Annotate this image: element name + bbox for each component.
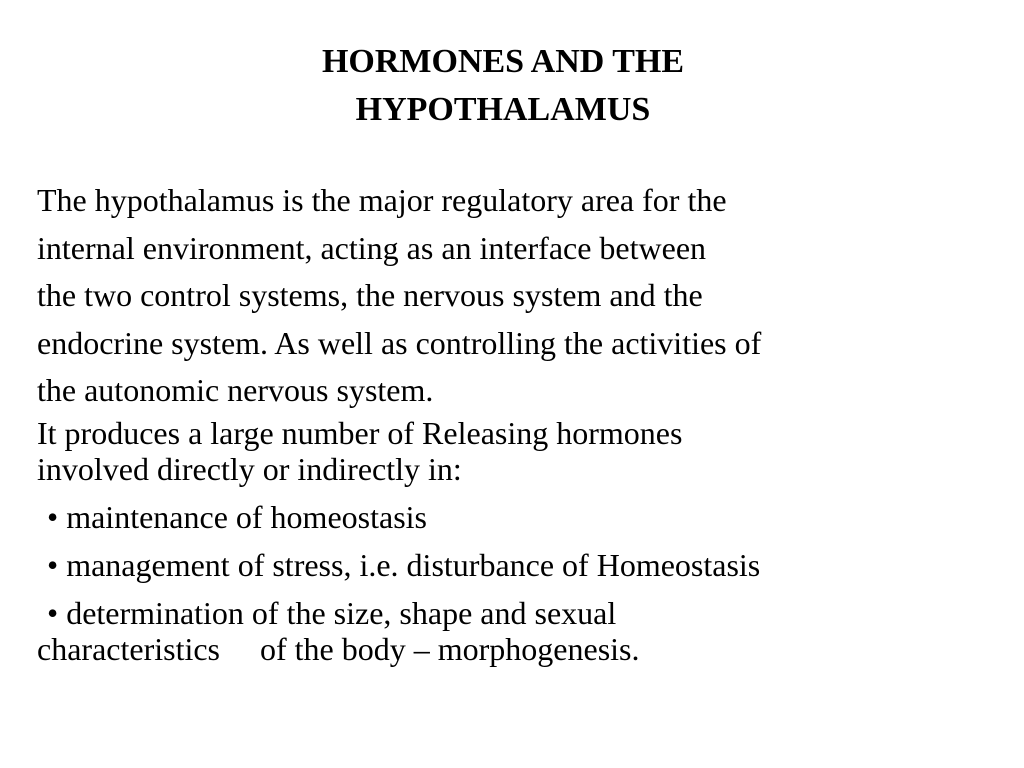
- intro-paragraph: [37, 177, 997, 415]
- releasing-line-2: involved directly or indirectly in:: [37, 450, 462, 487]
- releasing-hormones-paragraph: [37, 415, 997, 487]
- slide-body: [37, 177, 997, 667]
- releasing-line-1: It produces a large number of Releasing hormones: [37, 414, 683, 451]
- title-line-2: HYPOTHALAMUS: [355, 91, 651, 128]
- morphogenesis-line-2: characteristics of the body – morphogenesis.: [37, 630, 640, 667]
- bullet-list: [37, 499, 997, 667]
- morphogenesis-line-1: • determination of the size, shape and sexual: [47, 594, 617, 631]
- bullet-item-morphogenesis: [37, 595, 997, 667]
- intro-line-3: the two control systems, the nervous system and the: [37, 277, 703, 313]
- slide-title: [0, 38, 1006, 134]
- intro-line-1: The hypothalamus is the major regulatory area for the: [37, 182, 727, 218]
- bullet-item-stress: • management of stress, i.e. disturbance of Homeostasis: [47, 546, 761, 583]
- title-line-1: HORMONES AND THE: [321, 43, 685, 80]
- intro-line-5: the autonomic nervous system.: [37, 372, 434, 408]
- intro-line-2: internal environment, acting as an interface between: [37, 229, 707, 266]
- intro-line-4: endocrine system. As well as controlling the activities of: [37, 324, 762, 361]
- bullet-item-homeostasis: • maintenance of homeostasis: [47, 498, 427, 535]
